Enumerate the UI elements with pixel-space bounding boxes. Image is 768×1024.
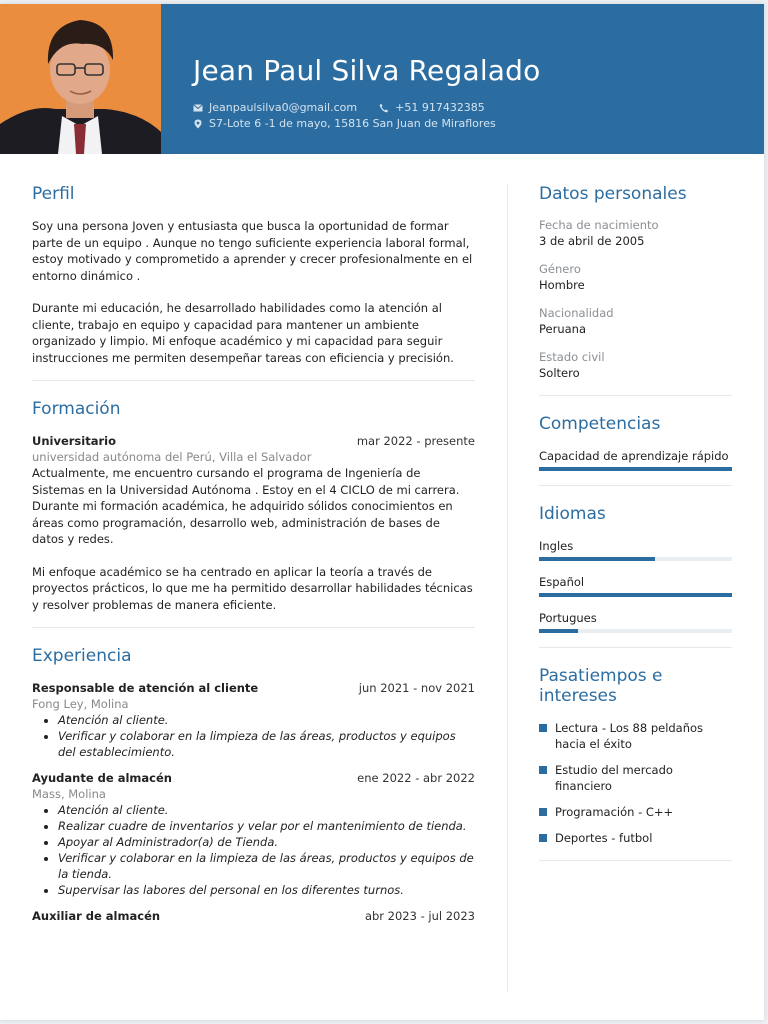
entry-header	[32, 908, 475, 924]
list-item: • Supervisar las labores del personal en los diferentes turnos.	[58, 882, 475, 898]
contact-line	[193, 117, 496, 130]
skill-bar	[539, 467, 732, 471]
entry-title: Auxiliar de almacén	[32, 909, 161, 923]
field-value: Soltero	[539, 366, 580, 380]
phone-text[interactable]: +51 917432385	[395, 101, 485, 114]
entry-header	[32, 680, 475, 696]
competencias-section	[539, 414, 732, 471]
list-item: • Atención al cliente.	[58, 802, 475, 818]
entry-place: universidad autónoma del Perú, Villa el Salvador	[32, 450, 312, 464]
field-value: Peruana	[539, 322, 586, 336]
divider	[32, 380, 475, 381]
list-item	[539, 804, 732, 820]
experience-entry	[32, 908, 475, 924]
field-label: Estado civil	[539, 350, 605, 364]
square-bullet-icon	[539, 766, 547, 774]
field-label: Fecha de nacimiento	[539, 218, 659, 232]
language-label: Español	[539, 575, 585, 589]
language-label: Portugues	[539, 611, 597, 625]
bullet-list	[58, 712, 475, 760]
sidebar-column	[539, 184, 732, 879]
personal-item	[539, 218, 732, 249]
list-item	[539, 720, 732, 752]
datos-section	[539, 184, 732, 381]
entry-title: Ayudante de almacén	[32, 771, 172, 785]
idiomas-section	[539, 504, 732, 633]
list-item: • Apoyar al Administrador(a) de Tienda.	[58, 834, 475, 850]
hobby-text: Estudio del mercado financiero	[555, 763, 673, 793]
field-value: 3 de abril de 2005	[539, 234, 645, 248]
header-banner	[161, 4, 764, 154]
language-bar-fill	[539, 593, 732, 597]
divider	[539, 485, 732, 486]
section-title: Experiencia	[32, 646, 132, 666]
entry-header	[32, 770, 475, 786]
pasatiempos-section	[539, 666, 732, 846]
entry-place: Mass, Molina	[32, 787, 106, 801]
entry-date: mar 2022 - presente	[356, 434, 475, 448]
column-divider	[507, 184, 508, 992]
paragraph: Durante mi educación, he desarrollado habilidades como la atención al cliente, trabajo en equipo y capacidad para mantener un ambiente organizado y limpio. Mi enfoque académico y mi capacidad para seguir instrucciones me permiten desempeñar tareas con eficiencia y precisión.	[32, 301, 454, 365]
entry-title: Responsable de atención al cliente	[32, 681, 259, 695]
list-item	[539, 830, 732, 846]
full-name: Jean Paul Silva Regalado	[193, 54, 541, 87]
personal-item	[539, 262, 732, 293]
language-bar	[539, 557, 732, 561]
perfil-section	[32, 184, 475, 366]
email-icon	[193, 103, 203, 113]
paragraph: Mi enfoque académico se ha centrado en aplicar la teoría a través de proyectos prácticos, lo que me ha permitido desarrollar habilidades técnicas y resolver problemas de manera eficiente.	[32, 564, 473, 612]
divider	[32, 627, 475, 628]
personal-item	[539, 306, 732, 337]
resume-header	[0, 4, 764, 154]
address-text: S7-Lote 6 -1 de mayo, 15816 San Juan de Miraflores	[209, 117, 496, 130]
square-bullet-icon	[539, 724, 547, 732]
main-column	[32, 184, 475, 934]
divider	[539, 395, 732, 396]
list-item: • Atención al cliente.	[58, 712, 475, 728]
square-bullet-icon	[539, 808, 547, 816]
skill-label: Capacidad de aprendizaje rápido	[539, 449, 729, 463]
entry-place: Fong Ley, Molina	[32, 697, 129, 711]
paragraph: Actualmente, me encuentro cursando el programa de Ingeniería de Sistemas en la Universidad Autónoma . Estoy en el 4 CICLO de mi carrera. Durante mi formación académica, he adquirido sólidos conocimientos en áreas como programación, desarrollo web, administración de bases de datos y redes.	[32, 466, 460, 546]
field-label: Nacionalidad	[539, 306, 614, 320]
entry-date: jun 2021 - nov 2021	[358, 681, 475, 695]
section-title: Pasatiempos e intereses	[539, 666, 663, 706]
resume-page	[0, 4, 764, 1020]
language-bar-fill	[539, 629, 578, 633]
entry-title: Universitario	[32, 434, 116, 448]
hobby-text: Deportes - futbol	[555, 831, 653, 845]
language-bar-fill	[539, 557, 655, 561]
language-label: Ingles	[539, 539, 574, 553]
bullet-list	[58, 802, 475, 898]
section-title: Competencias	[539, 414, 661, 434]
email-text[interactable]: Jeanpaulsilva0@gmail.com	[209, 101, 358, 114]
experience-entry	[32, 680, 475, 760]
personal-item	[539, 350, 732, 381]
language-bar	[539, 593, 732, 597]
entry-header	[32, 433, 475, 449]
entry-date: abr 2023 - jul 2023	[364, 909, 475, 923]
skill-bar-fill	[539, 467, 732, 471]
experience-entry	[32, 770, 475, 898]
square-bullet-icon	[539, 834, 547, 842]
paragraph: Soy una persona Joven y entusiasta que busca la oportunidad de formar parte de un equipo . Aunque no tengo suficiente experiencia laboral formal, estoy motivado y comprometido a aprender y crecer profesionalmente en el entorno dinámico .	[32, 219, 473, 283]
perfil-text	[32, 218, 475, 366]
phone-icon	[379, 103, 389, 113]
field-value: Hombre	[539, 278, 585, 292]
contact-line	[193, 101, 485, 114]
hobby-text: Programación - C++	[555, 805, 674, 819]
entry-description	[32, 465, 475, 613]
formacion-section	[32, 399, 475, 613]
list-item: • Verificar y colaborar en la limpieza de las áreas, productos y equipos del establecimiento.	[58, 728, 475, 760]
field-label: Género	[539, 262, 581, 276]
profile-photo	[0, 4, 161, 154]
section-title: Idiomas	[539, 504, 606, 524]
section-title: Formación	[32, 399, 121, 419]
list-item	[539, 762, 732, 794]
experiencia-section	[32, 646, 475, 924]
divider	[539, 647, 732, 648]
section-title: Datos personales	[539, 184, 687, 204]
entry-date: ene 2022 - abr 2022	[357, 771, 475, 785]
location-icon	[193, 119, 203, 129]
section-title: Perfil	[32, 184, 75, 204]
hobby-text: Lectura - Los 88 peldaños hacia el éxito	[555, 721, 704, 751]
list-item: • Verificar y colaborar en la limpieza de las áreas, productos y equipos de la tienda.	[58, 850, 475, 882]
list-item: • Realizar cuadre de inventarios y velar por el mantenimiento de tienda.	[58, 818, 475, 834]
divider	[539, 860, 732, 861]
language-bar	[539, 629, 732, 633]
education-entry	[32, 433, 475, 613]
